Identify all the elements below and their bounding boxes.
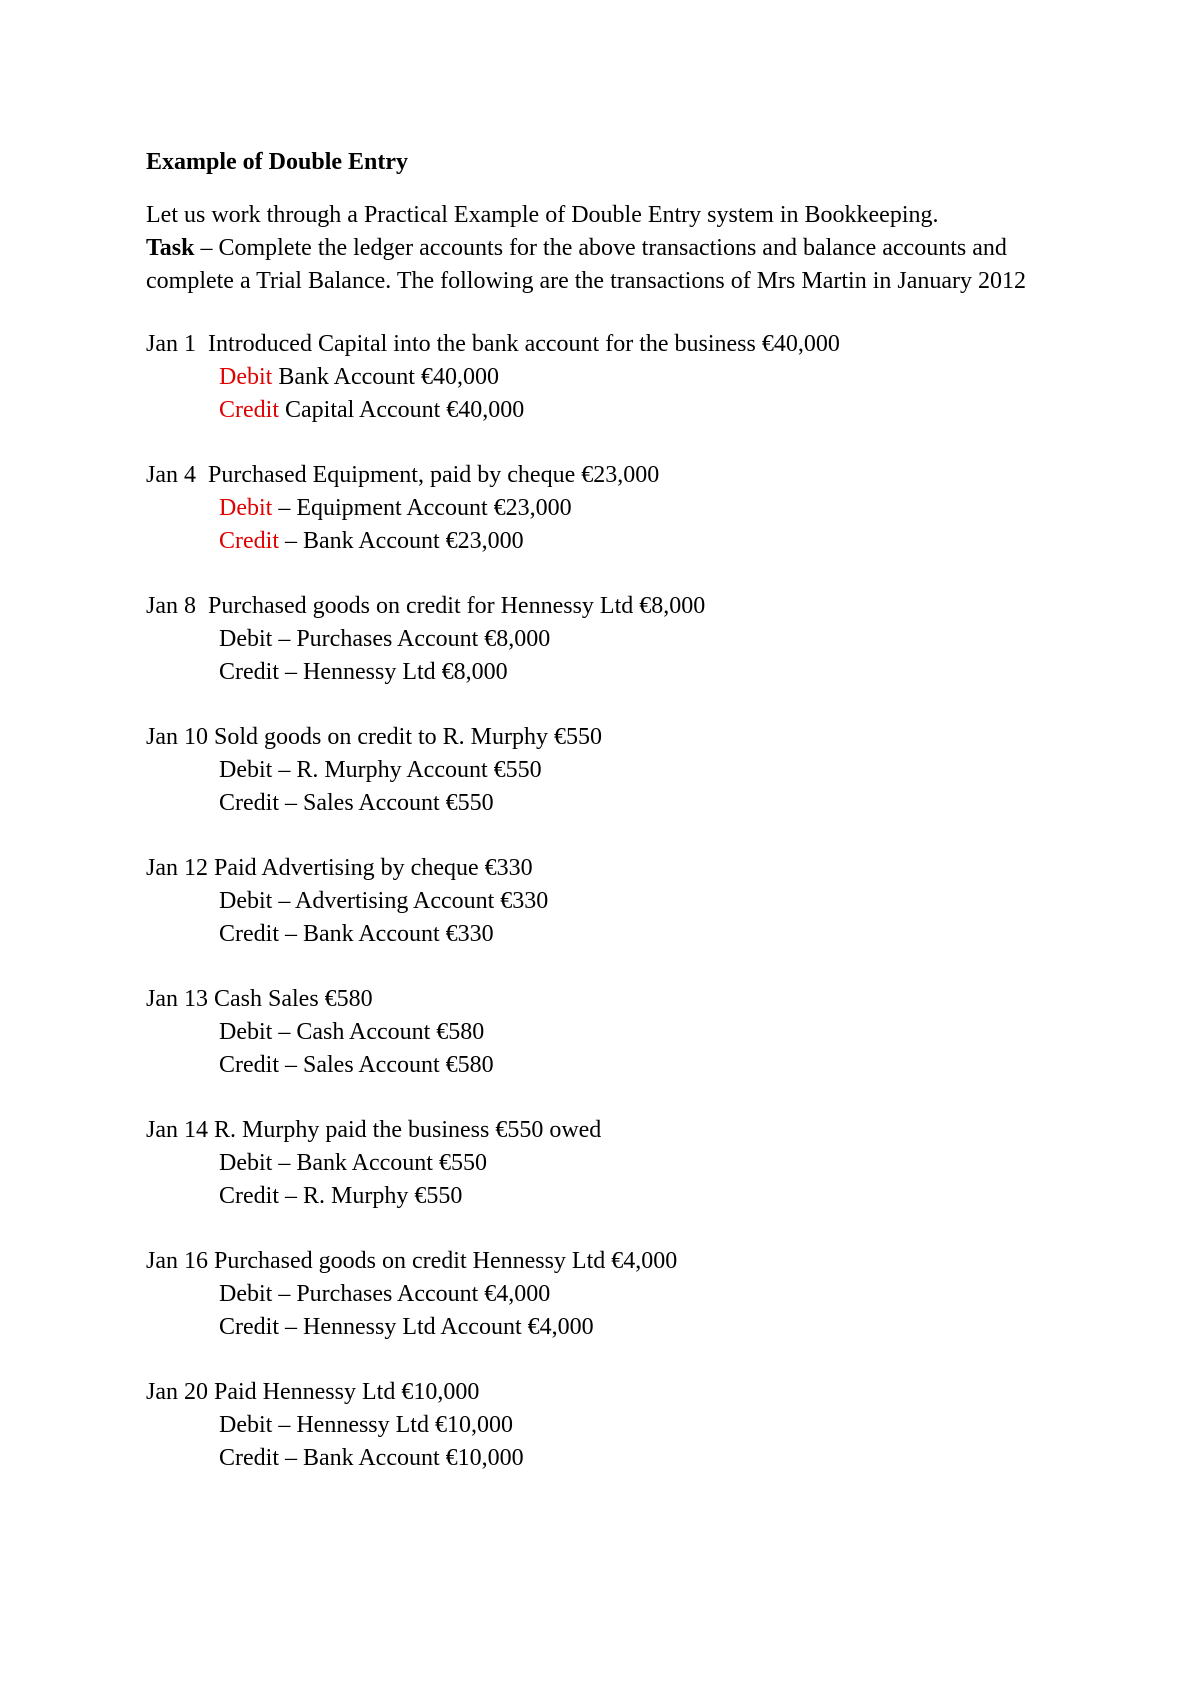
- debit-keyword: Debit: [219, 888, 273, 914]
- debit-text: – Cash Account €580: [272, 1019, 485, 1045]
- transaction-item: [146, 852, 1046, 951]
- debit-entry: [146, 754, 1046, 787]
- transaction-date: Jan 4: [146, 462, 196, 488]
- transaction-date: Jan 20: [146, 1379, 208, 1405]
- debit-entry: [146, 1147, 1046, 1180]
- transaction-item: [146, 1376, 1046, 1475]
- transaction-date: Jan 8: [146, 593, 196, 619]
- debit-entry: [146, 1278, 1046, 1311]
- debit-text: – Advertising Account €330: [272, 888, 549, 914]
- transaction-item: [146, 1114, 1046, 1213]
- debit-keyword: Debit: [219, 364, 273, 390]
- debit-text: – Purchases Account €4,000: [272, 1281, 551, 1307]
- task-label: Task: [146, 235, 195, 261]
- intro-text: Let us work through a Practical Example of Double Entry system in Bookkeeping.: [146, 202, 939, 228]
- credit-keyword: Credit: [219, 397, 279, 423]
- transaction-header: [146, 1376, 1046, 1409]
- debit-keyword: Debit: [219, 626, 273, 652]
- credit-entry: [146, 394, 1046, 427]
- transaction-date: Jan 13: [146, 986, 208, 1012]
- debit-entry: [146, 1409, 1046, 1442]
- credit-text: – Bank Account €330: [279, 921, 494, 947]
- credit-keyword: Credit: [219, 1445, 279, 1471]
- transaction-date: Jan 16: [146, 1248, 208, 1274]
- transaction-item: [146, 1245, 1046, 1344]
- transaction-description: Introduced Capital into the bank account for the business €40,000: [208, 331, 840, 357]
- debit-text: – Purchases Account €8,000: [272, 626, 551, 652]
- credit-keyword: Credit: [219, 659, 279, 685]
- transaction-header: [146, 328, 1046, 361]
- credit-entry: [146, 787, 1046, 820]
- transaction-date: Jan 12: [146, 855, 208, 881]
- credit-entry: [146, 1049, 1046, 1082]
- transaction-description: R. Murphy paid the business €550 owed: [214, 1117, 602, 1143]
- transaction-description: Sold goods on credit to R. Murphy €550: [214, 724, 602, 750]
- transaction-item: [146, 328, 1046, 427]
- debit-keyword: Debit: [219, 495, 273, 521]
- debit-keyword: Debit: [219, 1150, 273, 1176]
- debit-text: Bank Account €40,000: [272, 364, 499, 390]
- credit-entry: [146, 918, 1046, 951]
- transaction-description: Purchased goods on credit Hennessy Ltd €4,000: [214, 1248, 678, 1274]
- transaction-header: [146, 1245, 1046, 1278]
- transaction-date: Jan 14: [146, 1117, 208, 1143]
- transaction-description: Paid Hennessy Ltd €10,000: [214, 1379, 480, 1405]
- transaction-description: Paid Advertising by cheque €330: [214, 855, 533, 881]
- debit-keyword: Debit: [219, 1019, 273, 1045]
- transaction-header: [146, 983, 1046, 1016]
- debit-keyword: Debit: [219, 1281, 273, 1307]
- credit-text: – Sales Account €580: [279, 1052, 494, 1078]
- debit-text: – R. Murphy Account €550: [272, 757, 542, 783]
- debit-entry: [146, 885, 1046, 918]
- document-body: [146, 146, 1046, 1507]
- credit-text: – Sales Account €550: [279, 790, 494, 816]
- debit-text: – Equipment Account €23,000: [272, 495, 572, 521]
- document-title: Example of Double Entry: [146, 149, 409, 175]
- credit-text: – R. Murphy €550: [279, 1183, 463, 1209]
- credit-keyword: Credit: [219, 528, 279, 554]
- credit-entry: [146, 1442, 1046, 1475]
- task-text: – Complete the ledger accounts for the above transactions and balance accounts and complete a Trial Balance. The following are the transactions of Mrs Martin in January 2012: [146, 235, 1027, 294]
- debit-keyword: Debit: [219, 1412, 273, 1438]
- transaction-description: Cash Sales €580: [214, 986, 373, 1012]
- transaction-date: Jan 10: [146, 724, 208, 750]
- transaction-item: [146, 459, 1046, 558]
- credit-text: – Hennessy Ltd Account €4,000: [279, 1314, 594, 1340]
- debit-entry: [146, 492, 1046, 525]
- transaction-header: [146, 721, 1046, 754]
- credit-entry: [146, 1311, 1046, 1344]
- credit-keyword: Credit: [219, 790, 279, 816]
- transaction-list: [146, 328, 1046, 1475]
- credit-keyword: Credit: [219, 1314, 279, 1340]
- transaction-date: Jan 1: [146, 331, 196, 357]
- debit-text: – Bank Account €550: [272, 1150, 487, 1176]
- credit-text: – Bank Account €10,000: [279, 1445, 524, 1471]
- transaction-header: [146, 1114, 1046, 1147]
- transaction-item: [146, 590, 1046, 689]
- credit-entry: [146, 656, 1046, 689]
- credit-entry: [146, 525, 1046, 558]
- transaction-description: Purchased goods on credit for Hennessy Ltd €8,000: [208, 593, 706, 619]
- credit-entry: [146, 1180, 1046, 1213]
- transaction-header: [146, 459, 1046, 492]
- debit-entry: [146, 1016, 1046, 1049]
- transaction-item: [146, 721, 1046, 820]
- debit-text: – Hennessy Ltd €10,000: [272, 1412, 513, 1438]
- credit-keyword: Credit: [219, 1183, 279, 1209]
- debit-keyword: Debit: [219, 757, 273, 783]
- credit-keyword: Credit: [219, 1052, 279, 1078]
- credit-keyword: Credit: [219, 921, 279, 947]
- credit-text: – Hennessy Ltd €8,000: [279, 659, 508, 685]
- transaction-description: Purchased Equipment, paid by cheque €23,000: [208, 462, 660, 488]
- debit-entry: [146, 623, 1046, 656]
- intro-paragraph: [146, 199, 1046, 298]
- credit-text: – Bank Account €23,000: [279, 528, 524, 554]
- transaction-header: [146, 852, 1046, 885]
- debit-entry: [146, 361, 1046, 394]
- transaction-header: [146, 590, 1046, 623]
- transaction-item: [146, 983, 1046, 1082]
- credit-text: Capital Account €40,000: [279, 397, 525, 423]
